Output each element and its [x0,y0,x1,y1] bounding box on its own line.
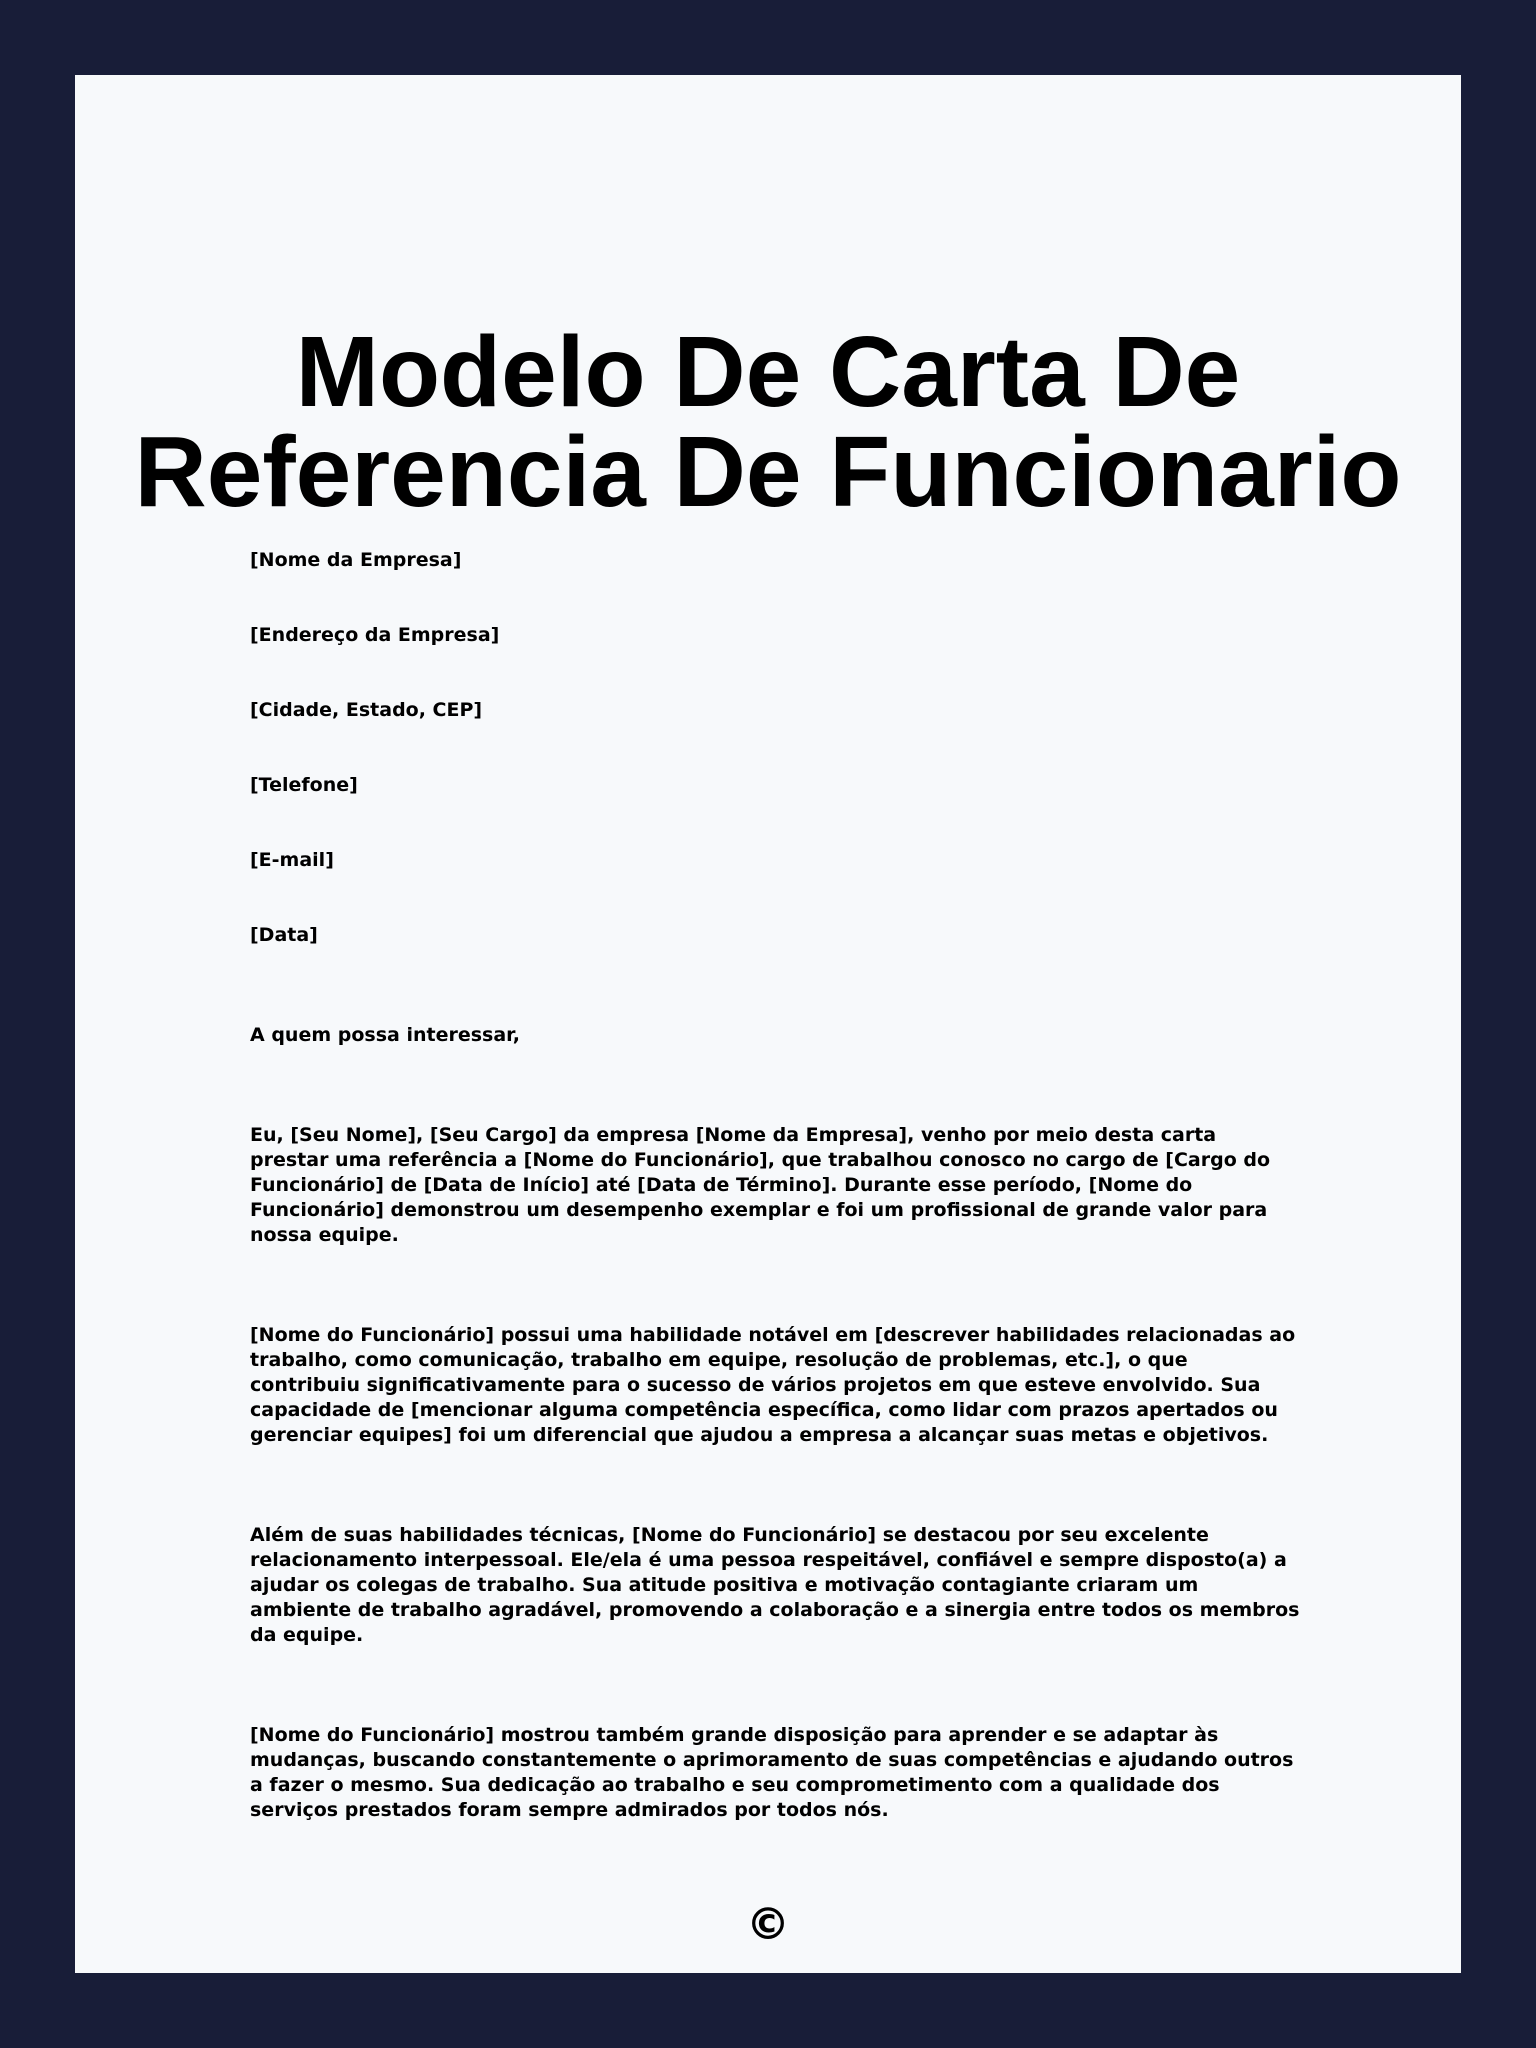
paragraph-learning: [Nome do Funcionário] mostrou também grande disposição para aprender e se adaptar às mudanças, buscando constantemente o aprimoramento de suas competências e ajudando outros a fazer o mesmo. Sua dedicação ao trabalho e seu comprometimento com a qualidade dos serviços prestados foram sempre admirados por todos nós. [250,1724,1294,1821]
date-line: [Data] [250,924,318,946]
letter-body [250,548,1360,1823]
copyright-icon: © [746,1899,790,1950]
email-line: [E-mail] [250,849,334,871]
document-title: Modelo De Carta De Referencia De Funcionario [134,316,1402,528]
document-page [75,75,1461,1973]
paragraph-introduction: Eu, [Seu Nome], [Seu Cargo] da empresa [Nome da Empresa], venho por meio desta carta prestar uma referência a [Nome do Funcionário], que trabalhou conosco no cargo de [Cargo do Funcionário] de [Data de Início] até [Data de Término]. Durante esse período, [Nome do Funcionário] demonstrou um desempenho exemplar e foi um profissional de grande valor para nossa equipe. [250,1124,1271,1246]
company-address-line: [Endereço da Empresa] [250,624,500,646]
paragraph-skills: [Nome do Funcionário] possui uma habilidade notável em [descrever habilidades relacionadas ao trabalho, como comunicação, trabalho em equipe, resolução de problemas, etc.], o que contribuiu significativamente para o sucesso de vários projetos em que esteve envolvido. Sua capacidade de [mencionar alguma competência específica, como lidar com prazos apertados ou gerenciar equipes] foi um diferencial que ajudou a empresa a alcançar suas metas e objetivos. [250,1324,1296,1446]
company-name-line: [Nome da Empresa] [250,549,462,571]
city-state-zip-line: [Cidade, Estado, CEP] [250,699,483,721]
phone-line: [Telefone] [250,774,358,796]
paragraph-interpersonal: Além de suas habilidades técnicas, [Nome do Funcionário] se destacou por seu excelente relacionamento interpessoal. Ele/ela é uma pessoa respeitável, confiável e sempre disposto(a) a ajudar os colegas de trabalho. Sua atitude positiva e motivação contagiante criaram um ambiente de trabalho agradável, promovendo a colaboração e a sinergia entre todos os membros da equipe. [250,1524,1300,1646]
greeting: A quem possa interessar, [250,1024,520,1046]
